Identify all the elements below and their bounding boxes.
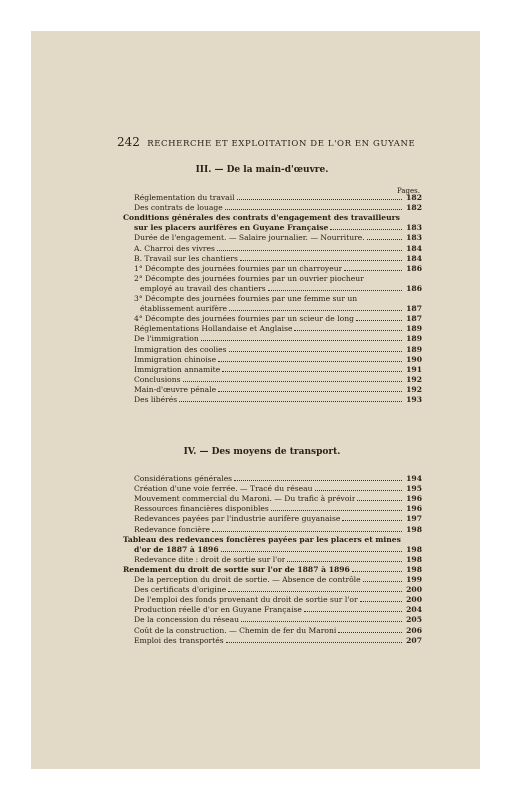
toc-entry-page: 182 bbox=[406, 193, 422, 203]
toc-entry bbox=[123, 524, 422, 534]
toc-entry-title: Réglementations Hollandaise et Anglaise bbox=[134, 324, 293, 334]
toc-entry bbox=[123, 494, 422, 504]
toc-entry-page: 186 bbox=[406, 263, 422, 273]
toc-entry-page: 194 bbox=[406, 474, 422, 484]
toc-section-3 bbox=[123, 193, 422, 405]
dot-leader bbox=[240, 260, 402, 261]
toc-entry-title: 2° Décompte des journées fournies par un ouvrier piocheur bbox=[134, 273, 364, 283]
toc-entry-title: Rendement du droit de sortie sur l'or de 1887 à 1896 bbox=[123, 564, 350, 574]
dot-leader bbox=[271, 510, 402, 511]
toc-entry-page: 198 bbox=[406, 544, 422, 554]
toc-entry bbox=[123, 545, 422, 555]
dot-leader bbox=[352, 571, 402, 572]
toc-entry bbox=[123, 334, 422, 344]
dot-leader bbox=[218, 361, 402, 362]
toc-entry bbox=[123, 233, 422, 243]
toc-entry-title: Considérations générales bbox=[134, 474, 233, 484]
toc-entry-page: 200 bbox=[406, 585, 422, 595]
toc-entry-title: sur les placers aurifères en Guyane Française bbox=[134, 223, 329, 233]
toc-entry-title: Des certificats d'origine bbox=[134, 585, 227, 595]
toc-entry bbox=[123, 555, 422, 565]
running-head-title: RECHERCHE ET EXPLOITATION DE L'OR EN GUYANE bbox=[147, 139, 416, 149]
toc-entry-title: Réglementation du travail bbox=[134, 193, 235, 203]
toc-entry-title: Emploi des transportés bbox=[134, 635, 224, 645]
toc-entry bbox=[123, 294, 422, 304]
toc-entry-title: Création d'une voie ferrée. — Tracé du réseau bbox=[134, 484, 313, 494]
toc-entry-title: De l'immigration bbox=[134, 334, 199, 344]
dot-leader bbox=[287, 561, 402, 562]
dot-leader bbox=[201, 340, 402, 341]
dot-leader bbox=[304, 611, 402, 612]
dot-leader bbox=[221, 551, 402, 552]
toc-entry-title: Des libérés bbox=[134, 394, 178, 404]
dot-leader bbox=[212, 531, 402, 532]
toc-entry bbox=[123, 375, 422, 385]
toc-entry bbox=[123, 395, 422, 405]
dot-leader bbox=[367, 239, 402, 240]
toc-entry bbox=[123, 223, 422, 233]
toc-entry-page: 186 bbox=[406, 283, 422, 293]
toc-entry-page: 205 bbox=[406, 615, 422, 625]
toc-entry-title: employé au travail des chantiers bbox=[140, 283, 266, 293]
toc-entry bbox=[123, 565, 422, 575]
toc-entry bbox=[123, 514, 422, 524]
toc-entry bbox=[123, 365, 422, 375]
toc-entry-page: 190 bbox=[406, 354, 422, 364]
dot-leader bbox=[356, 320, 402, 321]
toc-entry-page: 183 bbox=[406, 233, 422, 243]
toc-entry bbox=[123, 254, 422, 264]
toc-entry bbox=[123, 385, 422, 395]
toc-entry bbox=[123, 625, 422, 635]
toc-entry-title: De l'emploi des fonds provenant du droit de sortie sur l'or bbox=[134, 595, 358, 605]
toc-entry-title: Ressources financières disponibles bbox=[134, 504, 269, 514]
dot-leader bbox=[237, 199, 402, 200]
dot-leader bbox=[357, 500, 402, 501]
dot-leader bbox=[363, 581, 402, 582]
dot-leader bbox=[218, 391, 402, 392]
running-head bbox=[117, 135, 416, 149]
toc-entry-title: établissement aurifère bbox=[140, 304, 228, 314]
toc-entry-title: 4° Décompte des journées fournies par un scieur de long bbox=[134, 314, 354, 324]
toc-entry-page: 184 bbox=[406, 253, 422, 263]
dot-leader bbox=[217, 250, 402, 251]
dot-leader bbox=[338, 632, 402, 633]
toc-entry-title: Redevance foncière bbox=[134, 524, 211, 534]
toc-entry-page: 196 bbox=[406, 504, 422, 514]
toc-entry bbox=[123, 344, 422, 354]
toc-entry-page: 197 bbox=[406, 514, 422, 524]
dot-leader bbox=[241, 621, 402, 622]
toc-entry-title: Des contrats de louage bbox=[134, 203, 223, 213]
toc-entry-page: 204 bbox=[406, 605, 422, 615]
toc-entry bbox=[123, 605, 422, 615]
toc-entry bbox=[123, 314, 422, 324]
toc-entry-page: 187 bbox=[406, 314, 422, 324]
toc-entry bbox=[123, 484, 422, 494]
toc-entry bbox=[123, 243, 422, 253]
dot-leader bbox=[344, 270, 402, 271]
dot-leader bbox=[228, 591, 402, 592]
toc-entry-page: 198 bbox=[406, 564, 422, 574]
toc-entry-page: 184 bbox=[406, 243, 422, 253]
toc-entry bbox=[123, 324, 422, 334]
toc-entry-page: 206 bbox=[406, 625, 422, 635]
toc-entry-page: 189 bbox=[406, 324, 422, 334]
dot-leader bbox=[179, 401, 402, 402]
toc-entry-title: Conditions générales des contrats d'engagement des travailleurs bbox=[123, 213, 400, 223]
dot-leader bbox=[234, 480, 402, 481]
dot-leader bbox=[226, 642, 402, 643]
toc-entry-title: Main-d'œuvre pénale bbox=[134, 384, 217, 394]
toc-entry-title: B. Travail sur les chantiers bbox=[134, 253, 238, 263]
toc-entry-title: Immigration chinoise bbox=[134, 354, 217, 364]
toc-entry bbox=[123, 274, 422, 284]
toc-entry-page: 192 bbox=[406, 374, 422, 384]
dot-leader bbox=[225, 209, 402, 210]
dot-leader bbox=[342, 520, 402, 521]
toc-entry-page: 183 bbox=[406, 223, 422, 233]
toc-entry-title: Immigration annamite bbox=[134, 364, 221, 374]
toc-entry bbox=[123, 264, 422, 274]
toc-entry-title: 3° Décompte des journées fournies par une femme sur un bbox=[134, 294, 358, 304]
toc-entry bbox=[123, 304, 422, 314]
toc-entry bbox=[123, 284, 422, 294]
toc-entry-page: 191 bbox=[406, 364, 422, 374]
toc-entry-title: Mouvement commercial du Maroni. — Du trafic à prévoir bbox=[134, 494, 356, 504]
dot-leader bbox=[268, 290, 402, 291]
toc-entry-title: 1° Décompte des journées fournies par un charroyeur bbox=[134, 263, 343, 273]
toc-entry bbox=[123, 575, 422, 585]
toc-entry-title: De la perception du droit de sortie. — Absence de contrôle bbox=[134, 575, 361, 585]
toc-entry-page: 207 bbox=[406, 635, 422, 645]
toc-entry-title: Durée de l'engagement. — Salaire journalier. — Nourriture. bbox=[134, 233, 365, 243]
toc-entry-page: 189 bbox=[406, 344, 422, 354]
toc-entry-page: 189 bbox=[406, 334, 422, 344]
toc-entry bbox=[123, 474, 422, 484]
toc-entry-page: 198 bbox=[406, 524, 422, 534]
dot-leader bbox=[330, 229, 402, 230]
dot-leader bbox=[222, 371, 402, 372]
toc-entry bbox=[123, 213, 422, 223]
dot-leader bbox=[294, 330, 402, 331]
toc-entry-title: Conclusions bbox=[134, 374, 181, 384]
toc-entry-title: Redevances payées par l'industrie aurifère guyanaise bbox=[134, 514, 341, 524]
toc-entry-page: 195 bbox=[406, 484, 422, 494]
pages-column-label: Pages. bbox=[396, 187, 420, 195]
toc-entry-page: 193 bbox=[406, 394, 422, 404]
toc-entry bbox=[123, 615, 422, 625]
toc-entry-title: De la concession du réseau bbox=[134, 615, 240, 625]
book-page bbox=[31, 31, 480, 769]
toc-entry-title: Immigration des coolies bbox=[134, 344, 227, 354]
toc-entry bbox=[123, 535, 422, 545]
toc-entry-page: 187 bbox=[406, 304, 422, 314]
toc-entry bbox=[123, 504, 422, 514]
dot-leader bbox=[315, 490, 402, 491]
toc-entry-page: 192 bbox=[406, 384, 422, 394]
toc-entry-page: 198 bbox=[406, 554, 422, 564]
section-heading-4: IV. — Des moyens de transport. bbox=[183, 447, 341, 457]
toc-entry-page: 199 bbox=[406, 575, 422, 585]
toc-entry bbox=[123, 585, 422, 595]
toc-entry-title: d'or de 1887 à 1896 bbox=[134, 544, 219, 554]
toc-entry-page: 196 bbox=[406, 494, 422, 504]
toc-entry bbox=[123, 193, 422, 203]
toc-entry bbox=[123, 595, 422, 605]
dot-leader bbox=[183, 381, 402, 382]
toc-entry-title: Redevance dite : droit de sortie sur l'or bbox=[134, 554, 286, 564]
toc-entry bbox=[123, 636, 422, 646]
toc-section-4 bbox=[123, 474, 422, 646]
dot-leader bbox=[229, 310, 402, 311]
toc-entry bbox=[123, 355, 422, 365]
toc-entry-page: 182 bbox=[406, 203, 422, 213]
toc-entry-page: 200 bbox=[406, 595, 422, 605]
toc-entry-title: A. Charroi des vivres bbox=[134, 243, 215, 253]
page-number: 242 bbox=[117, 135, 140, 149]
dot-leader bbox=[229, 351, 402, 352]
toc-entry-title: Production réelle d'or en Guyane Française bbox=[134, 605, 302, 615]
toc-entry-title: Coût de la construction. — Chemin de fer du Maroni bbox=[134, 625, 337, 635]
section-heading-3: III. — De la main-d'œuvre. bbox=[195, 165, 329, 175]
toc-entry-title: Tableau des redevances foncières payées par les placers et mines bbox=[123, 534, 401, 544]
dot-leader bbox=[360, 601, 402, 602]
toc-entry bbox=[123, 203, 422, 213]
